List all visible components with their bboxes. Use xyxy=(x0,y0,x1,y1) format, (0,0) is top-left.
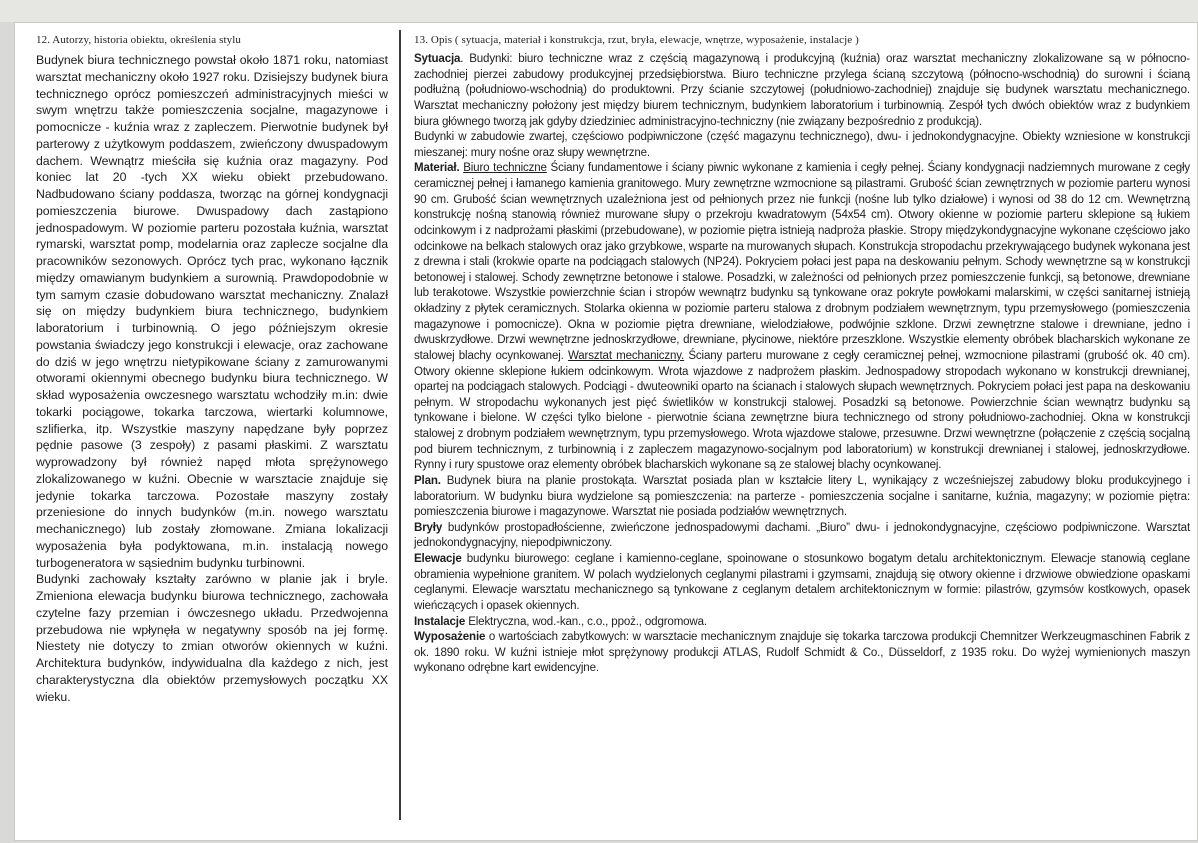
material-subject-warsztat: Warsztat mechaniczny. xyxy=(567,349,685,362)
material-text-biuro: Ściany fundamentowe i ściany piwnic wykonane z kamienia i cegły pełnej. Ściany kondygnacji nadziemnych murowane z cegły ceramicznej pełnej i łamanego kamienia granitowego. Mury zewnętrzne wzmocnione są pilastrami. Grubość ścian zewnętrznych w poziomie parteru wynosi 90 cm. Grubość ścian wewnętrznych uzależniona jest od pełnionych przez nie funkcji (nośne lub tylko działowe) i wynosi od 38 do 12 cm. Wewnętrzną konstrukcję nośną stanowią również murowane słupy o przekroju kwadratowym (54x54 cm). Otwory okienne w poziomie parteru sklepione są łukiem odcinkowym i z nadprożami płaskimi (przebudowane), w poziomie piętra istnieją nadproża płaskie. Stropy międzykondygnacyjne wykonane częściowo jako odcinkowe na belkach stalowych oraz jako grzybkowe, wsparte na murowanych słupach. Konstrukcja stropodachu przekrywającego budynek wykonana jest z drewna i stali (krokwie oparte na podciągach stalowych (NP24). Pokryciem połaci jest papa na deskowaniu pełnym. Schody wewnętrzne są w konstrukcji betonowej i stalowej. Schody zewnętrzne betonowe i stalowe. Posadzki, w zależności od pełnionych przez pomieszczenie funkcji, są betonowe, drewniane lub terakotowe. Wszystkie powierzchnie ścian i stropów wewnątrz budynku są tynkowane oraz pokryte powłokami malarskimi, w części sanitarnej istnieją okładziny z płytek ceramicznych. Stolarka okienna w poziomie parteru stalowa z drobnym podziałem wewnętrznym, typu przemysłowego (pomieszczenia magazynowe i pomocnicze). Okna w poziomie piętra drewniane, wielodziałowe, podwójnie szklone. Drzwi zewnętrzne stalowe i drewniane, jedno i dwuskrzydłowe. Drzwi wewnętrzne jednoskrzydłowe, drewniane, płycinowe, niektóre przeszklone. Wszystkie elementy obróbek blacharskich wykonane ze stalowej blachy ocynkowanej. xyxy=(414,162,1191,362)
section-12-body xyxy=(36,52,388,705)
left-column xyxy=(36,34,388,705)
sytuacja-paragraph-2: Budynki w zabudowie zwartej, częściowo podpiwniczone (część magazynu technicznego), dwu- i jednokondygnacyjne. Obiekty wzniesione w konstrukcji mieszanej: mury nośne oraz słupy wewnętrzne. xyxy=(414,131,1190,159)
right-column xyxy=(414,34,1190,677)
plan-text: Budynek biura na planie prostokąta. Warsztat posiada plan w kształcie litery L, wynikający z wcześniejszej zabudowy bloku produkcyjnego i laboratorium. W budynku biura wydzielone są pomieszczenia: na parterze - pomieszczenia socjalne i sanitarne, kuźnia, magazyny; w poziomie piętra: pomieszczenia biurowe i magazynowe. Warsztat nie posiada podziałów wewnętrznych. xyxy=(414,474,1190,519)
document-sheet xyxy=(14,22,1198,841)
material-text-warsztat: Ściany parteru murowane z cegły ceramicznej pełnej, wzmocnione pilastrami (grubość ok. 40 cm). Otwory okienne sklepione łukiem odcinkowym. Wrota wjazdowe z nadprożem płaskim. Jednospadowy stropodach wykonano w konstrukcji drewnianej, opartej na podciągach stalowych. Podciągi - dwuteowniki oparto na ścianach i stalowych słupach wewnętrznych. Pokryciem połaci jest papa na deskowaniu pełnym. W stropodachu wykonanych jest pięć świetlików w konstrukcji stalowej. Posadzki są betonowe. Powierzchnie ścian wewnątrz budynku są tynkowane i bielone. W części tylko bielone - pierwotnie ściana zewnętrzne biura technicznego od strony południowo-zachodniej. Okna w konstrukcji stalowej z drobnym podziałem wewnętrznym, typu przemysłowego. Wrota wjazdowe stalowe, przesuwne. Drzwi wewnętrzne (połączenie z częścią socjalną pod biurem technicznym, z turbinownią i z zapleczem magazynowo-socjalnym pod laboratorium) w konstrukcji drewnianej i stalowej, jednoskrzydłowe. Rynny i rury spustowe oraz elementy obróbek blacharskich wykonane są ze stalowej blachy ocynkowanej. xyxy=(414,349,1191,472)
bryly-text: budynków prostopadłościenne, zwieńczone jednospadowymi dachami. „Biuro” dwu- i jednokondygnacyjne, częściowo podpiwniczone. Warsztat jednokondygnacyjny, niepodpiwniczony. xyxy=(414,521,1190,550)
instalacje-label: Instalacje xyxy=(414,615,466,628)
elewacje-label: Elewacje xyxy=(414,553,462,565)
history-paragraph: Budynek biura technicznego powstał około 1871 roku, natomiast warsztat mechaniczny około 1927 roku. Dzisiejszy budynek biura technicznego oprócz pomieszczeń administracyjnych mieści w swym wnętrzu także pomieszczenia socjalne, magazynowe i pomocnicze - kuźnia wraz z zapleczem. Pierwotnie budynek był parterowy z użytkowym poddaszem, zwieńczony dwuspadowym dachem. Wewnątrz mieściła się kuźnia oraz magazyny. Pod koniec lat 20 -tych XX wieku obiekt przebudowano. Nadbudowano ściany poddasza, tworząc na górnej kondygnacji pomieszczenia biurowe. Dwuspadowy dach zastąpiono jednospadowym. W poziomie parteru pozostała kuźnia, warsztat rymarski, warsztat pomp, modelarnia oraz zaplecze socjalne dla pracowników sezonowych. Oprócz tych prac, wykonano łącznik między omawianym budynkiem a surownią. Prawdopodobnie w tym samym czasie dobudowano warsztat mechaniczny. Znalazł się on między budynkiem biura technicznego, budynkiem laboratorium i turbinownią. O jego późniejszym okresie powstania świadczy jego konstrukcji i elewacje, oraz zachowane do dziś w jego wnętrzu nietypikowane ściany z zamurowanymi otworami okiennymi obecnego budynku biura technicznego. W skład wyposażenia owczesnego warsztatu wchodziły m.in: dwie tokarki pociągowe, tokarka tarczowa, wiertarki kolumnowe, szlifierka, itp. Wszystkie maszyny napędzane były poprzez pędnie pasowe (3 zespoły) z pasami płaskimi. Z warsztatu wyprowadzony był również napęd młota sprężynowego zlokalizowanego w kuźni. Obecnie w warsztacie znajduje się jedynie tokarka tarczowa. Pozostałe maszyny zostały przeniesione do innych budynków (m.in. nowego warsztatu mechanicznego) lub zostały złomowane. Zmiana lokalizacji wyposażenia była podyktowana, m.in. instalacją nowego turbogeneratora w sąsiednim budynku turbinowni. xyxy=(36,53,388,570)
material-subject-biuro: Biuro techniczne xyxy=(463,162,547,175)
wyposazenie-label: Wyposażenie xyxy=(414,631,486,644)
wyposazenie-text: o wartościach zabytkowych: w warsztacie mechanicznym znajduje się tokarka tarczowa produkcji Chemnitzer Werkzeugmaschinen Fabrik z ok. 1890 roku. W kuźni istnieje młot sprężynowy produkcji ATLAS, Rudolf Schmidt & Co., Düsseldorf, z 1935 roku. Do wyżej wymienionych maszyn wykonano odrębne kart ewidencyjne. xyxy=(414,631,1190,675)
plan-label: Plan. xyxy=(414,474,441,487)
elewacje-paragraph xyxy=(414,552,1190,615)
section-13-heading: 13. Opis ( sytuacja, materiał i konstrukcja, rzut, bryła, elewacje, wnętrze, wyposażenie, instalacje ) xyxy=(414,34,859,46)
sytuacja-label: Sytuacja xyxy=(414,53,461,65)
instalacje-text: Elektryczna, wod.-kan., c.o., ppoż., odgromowa. xyxy=(465,615,707,628)
scan-top-band xyxy=(0,0,1198,22)
plan-paragraph xyxy=(414,474,1190,521)
section-12-heading: 12. Autorzy, historia obiektu, określenia stylu xyxy=(36,34,242,46)
bryly-label: Bryły xyxy=(414,521,443,534)
instalacje-paragraph xyxy=(414,615,1190,631)
elewacje-text: budynku biurowego: ceglane i kamienno-ceglane, spoinowane o stosunkowo bogatym detalu architektonicznym. Elewacje stanowią ceglane obramienia wypełnione granitem. W polach wydzielonych ceglanymi pilastrami i gzymsami, znajdują się otwory okienne i drzwiowe obwiedzione opaskami ceglanymi. Elewacje warsztatu mechanicznego są tynkowane z ceglanym detalem architektonicznym w formie: pilastrów, gzymsów kostkowych, opasek wieńczących i opasek okiennych. xyxy=(414,553,1190,612)
history-paragraph: Budynki zachowały kształty zarówno w planie jak i bryle. Zmieniona elewacja budynku biurowa technicznego, zachowała czytelne fazy przemian i ówczesnego układu. Przedwojenna przebudowa nie wpłynęła w negatywny sposób na jej formę. Niestety nie dotyczy to zmian otworów okiennych w kuźni. Architektura budynków, indywidualna dla każdego z nich, jest charakterystyczna dla obiektów przemysłowych początku XX wieku. xyxy=(36,572,388,704)
material-paragraph xyxy=(414,161,1190,474)
wyposazenie-paragraph xyxy=(414,630,1190,677)
column-divider xyxy=(399,30,401,820)
sytuacja-text: . Budynki: biuro techniczne wraz z częścią magazynową i produkcyjną (kuźnia) oraz warsztat mechaniczny zlokalizowane są w północno-zachodniej pierzei zabudowy produkcyjnej przedsiębiorstwa. Biuro techniczne przylega ścianą szczytową (północno-wschodnią) do surowni i ścianą podłużną (południowo-wschodnią) do produktowni. Przy ścianie szczytowej (południowo-zachodniej) znajduje się budynek warsztatu mechanicznego. Warsztat mechaniczny położony jest między biurem technicznym, budynkiem laboratorium i turbinownią. Zespół tych dwóch obiektów wraz z budynkiem biura głównego tworzą jak gdyby dziedziniec administracyjno-techniczny (nie związany bezpośrednio z produkcją). xyxy=(414,53,1190,128)
material-label: Materiał. xyxy=(414,162,460,175)
section-13-body xyxy=(414,52,1190,677)
sytuacja-paragraph xyxy=(414,52,1190,130)
bryly-paragraph xyxy=(414,521,1190,552)
